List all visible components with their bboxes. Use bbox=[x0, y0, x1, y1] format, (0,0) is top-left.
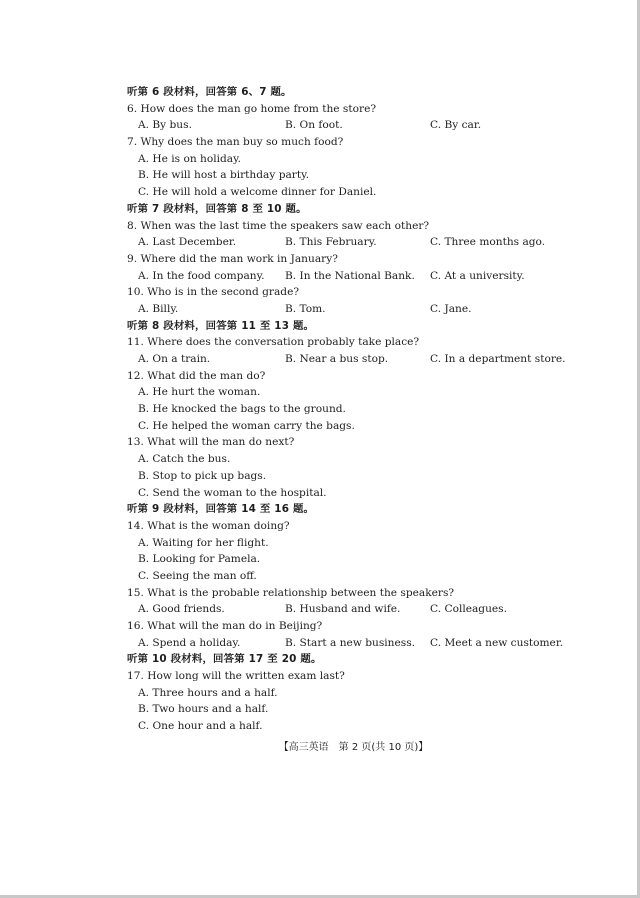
options-row bbox=[127, 351, 577, 368]
question-9: 9. Where did the man work in January? bbox=[127, 252, 338, 265]
option-b: B. In the National Bank. bbox=[285, 269, 415, 282]
option-b: B. On foot. bbox=[285, 119, 343, 132]
options-row bbox=[127, 601, 577, 618]
options-row bbox=[127, 117, 577, 134]
section-header: 听第 9 段材料，回答第 14 至 16 题。 bbox=[127, 503, 315, 516]
question-8: 8. When was the last time the speakers saw each other? bbox=[127, 219, 430, 232]
question-13: 13. What will the man do next? bbox=[127, 436, 295, 449]
option-c: C. Jane. bbox=[430, 302, 472, 315]
section-header: 听第 8 段材料，回答第 11 至 13 题。 bbox=[127, 319, 315, 332]
option-a: A. Last December. bbox=[138, 236, 237, 249]
option-c: C. Seeing the man off. bbox=[138, 569, 257, 582]
question-10: 10. Who is in the second grade? bbox=[127, 286, 300, 299]
option-c: C. Three months ago. bbox=[430, 236, 546, 249]
option-c: C. He will hold a welcome dinner for Daniel. bbox=[138, 186, 377, 199]
option-c: C. By car. bbox=[430, 119, 482, 132]
option-b: B. He will host a birthday party. bbox=[138, 169, 310, 182]
option-a: A. In the food company. bbox=[138, 269, 265, 282]
options-row bbox=[127, 234, 577, 251]
option-a: A. Waiting for her flight. bbox=[138, 536, 269, 549]
question-17: 17. How long will the written exam last? bbox=[127, 670, 345, 683]
option-c: C. He helped the woman carry the bags. bbox=[138, 419, 355, 432]
question-16: 16. What will the man do in Beijing? bbox=[127, 620, 323, 632]
option-a: A. Catch the bus. bbox=[138, 453, 231, 466]
options-row bbox=[127, 635, 577, 652]
option-b: B. Near a bus stop. bbox=[285, 353, 389, 365]
options-row bbox=[127, 268, 577, 285]
option-b: B. Stop to pick up bags. bbox=[138, 469, 267, 482]
option-b: B. This February. bbox=[285, 236, 377, 249]
option-a: A. Billy. bbox=[138, 302, 179, 315]
page-footer: 【高三英语 第 2 页(共 10 页)】 bbox=[278, 742, 429, 753]
option-c: C. Colleagues. bbox=[430, 603, 507, 616]
option-c: C. Meet a new customer. bbox=[430, 636, 564, 649]
options-row bbox=[127, 301, 577, 318]
option-a: A. On a train. bbox=[138, 353, 211, 365]
section-header: 听第 7 段材料，回答第 8 至 10 题。 bbox=[127, 202, 307, 215]
option-b: B. Looking for Pamela. bbox=[138, 553, 261, 566]
option-a: A. Spend a holiday. bbox=[138, 636, 241, 649]
option-c: C. In a department store. bbox=[430, 353, 566, 365]
section-header: 听第 6 段材料，回答第 6、7 题。 bbox=[127, 86, 292, 98]
option-c: C. Send the woman to the hospital. bbox=[138, 486, 327, 499]
option-a: A. Three hours and a half. bbox=[138, 686, 278, 699]
option-b: B. Start a new business. bbox=[285, 636, 416, 649]
option-b: B. Tom. bbox=[285, 302, 326, 315]
option-b: B. Husband and wife. bbox=[285, 603, 401, 616]
option-c: C. At a university. bbox=[430, 269, 525, 282]
option-a: A. Good friends. bbox=[138, 603, 225, 616]
option-c: C. One hour and a half. bbox=[138, 720, 263, 733]
question-12: 12. What did the man do? bbox=[127, 369, 266, 382]
question-6: 6. How does the man go home from the store? bbox=[127, 102, 377, 115]
question-11: 11. Where does the conversation probably take place? bbox=[127, 336, 420, 349]
option-a: A. He is on holiday. bbox=[138, 152, 242, 165]
section-header: 听第 10 段材料，回答第 17 至 20 题。 bbox=[127, 653, 322, 666]
option-b: B. He knocked the bags to the ground. bbox=[138, 403, 346, 416]
option-a: A. By bus. bbox=[138, 119, 192, 132]
question-14: 14. What is the woman doing? bbox=[127, 519, 290, 532]
question-15: 15. What is the probable relationship between the speakers? bbox=[127, 586, 455, 599]
option-b: B. Two hours and a half. bbox=[138, 703, 269, 716]
option-a: A. He hurt the woman. bbox=[138, 386, 261, 399]
exam-content bbox=[127, 84, 577, 735]
question-7: 7. Why does the man buy so much food? bbox=[127, 136, 344, 149]
